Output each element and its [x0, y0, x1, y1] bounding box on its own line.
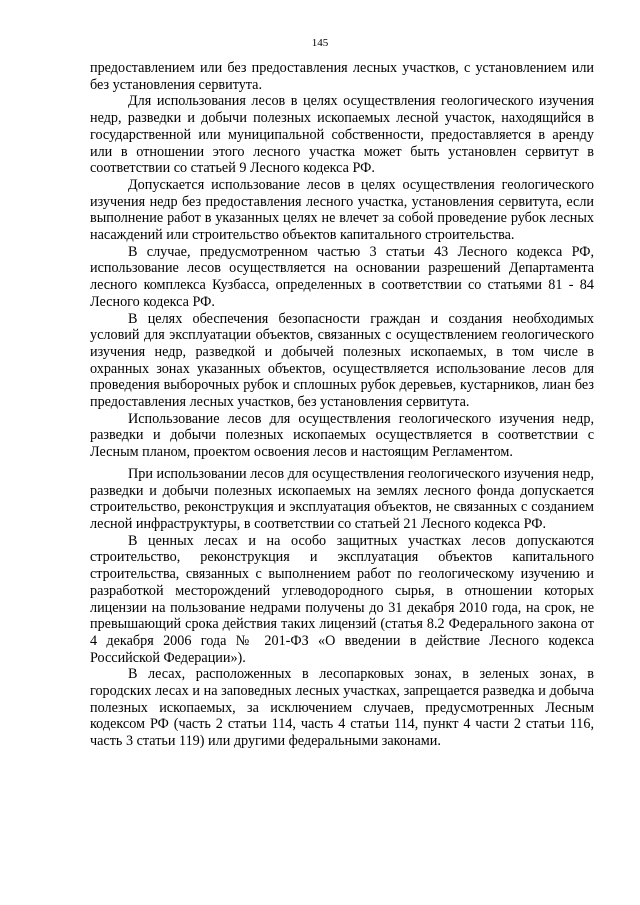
paragraph-construction-allowed: При использовании лесов для осуществления геологического изучения недр, разведки и добычи полезных ископаемых на землях лесного фонда допускается строительство, реконструкция и эксплуатация объектов, не связанных с созданием лесной инфраструктуры, в соответствии со статьей 21 Лесного кодекса РФ. — [90, 465, 594, 532]
paragraph-lease-or-servitude: Для использования лесов в целях осуществления геологического изучения недр, разведки и добычи полезных ископаемых лесной участок, находящийся в государственной или муниципальной собственности, предоставляется в аренду или в отношении этого лесного участка может быть установлен сервитут в соответствии со статьей 9 Лесного кодекса РФ. — [90, 93, 594, 177]
paragraph-permits-department: В случае, предусмотренном частью 3 статьи 43 Лесного кодекса РФ, использование лесов осуществляется на основании разрешений Департамента лесного комплекса Кузбасса, определенных в соответствии со статьями 81 - 84 Лесного кодекса РФ. — [90, 243, 594, 310]
paragraph-forest-plan: Использование лесов для осуществления геологического изучения недр, разведки и добычи полезных ископаемых осуществляется в соответствии с Лесным планом, проектом освоения лесов и настоящим Регламентом. — [90, 410, 594, 461]
paragraph-prohibited-zones: В лесах, расположенных в лесопарковых зонах, в зеленых зонах, в городских лесах и на заповедных лесных участках, запрещается разведка и добыча полезных ископаемых, за исключением случаев, предусмотренных Лесным кодексом РФ (часть 2 статьи 114, часть 4 статьи 114, пункт 4 части 2 статьи 116, часть 3 статьи 119) или другими федеральными законами. — [90, 666, 594, 750]
page-number: 145 — [311, 37, 329, 49]
paragraph-use-without-lease: Допускается использование лесов в целях осуществления геологического изучения недр без предоставления лесного участка, установления сервитута, если выполнение работ в указанных целях не влечет за собой проведение рубок лесных насаждений или строительство объектов капитального строительства. — [90, 176, 594, 244]
paragraph-continuation: предоставлением или без предоставления лесных участков, с установлением или без установления сервитута. — [90, 60, 594, 93]
document-body — [90, 60, 594, 750]
paragraph-safety-felling: В целях обеспечения безопасности граждан и создания необходимых условий для эксплуатации объектов, связанных с осуществлением геологического изучения недр, разведкой и добычей полезных ископаемых, в том числе в охранных зонах указанных объектов, осуществляется использование лесов для проведения выборочных рубок и сплошных рубок деревьев, кустарников, лиан без предоставления лесных участков, без установления сервитута. — [90, 310, 594, 411]
paragraph-valuable-forests: В ценных лесах и на особо защитных участках лесов допускаются строительство, реконструкция и эксплуатация объектов капитального строительства, связанных с выполнением работ по геологическому изучению и разработкой месторождений углеводородного сырья, в отношении которых лицензии на пользование недрами получены до 31 декабря 2010 года, на срок, не превышающий срока действия таких лицензий (статья 8.2 Федерального закона от 4 декабря 2006 года № 201-ФЗ «О введении в действие Лесного кодекса Российской Федерации»). — [90, 532, 594, 666]
